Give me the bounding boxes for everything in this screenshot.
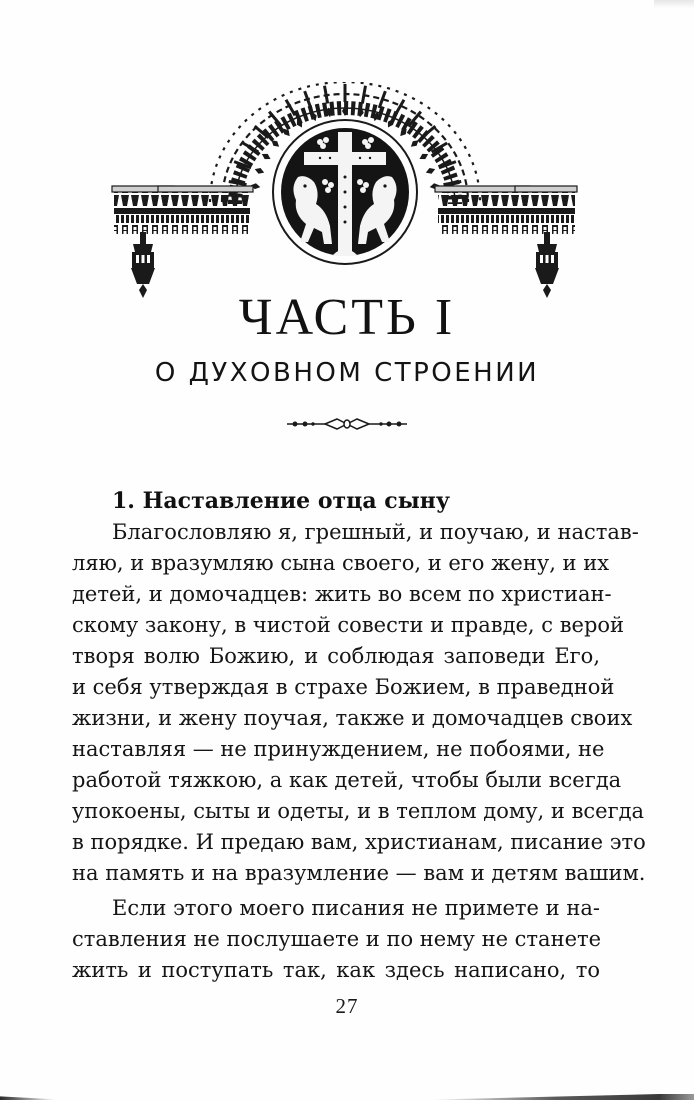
part-title: ЧАСТЬ I — [238, 289, 456, 346]
text-line: и себя утверждая в страхе Божием, в праведной — [72, 675, 615, 699]
text-line: ляю, и вразумляю сына своего, и его жену, и их — [72, 551, 610, 575]
part-subtitle: О ДУХОВНОМ СТРОЕНИИ — [154, 358, 540, 388]
text-line: скому закону, в чистой совести и правде, с верой — [72, 613, 625, 637]
text-line: жить и поступать так, как здесь написано, то — [72, 958, 600, 982]
text-line: Если этого моего писания не примете и на- — [112, 896, 600, 920]
paragraph-2 — [72, 893, 600, 986]
page-corner-shadow — [654, 0, 694, 8]
fleuron-divider-icon — [287, 416, 407, 430]
text-line: на память и на вразумление — вам и детям вашим. — [72, 861, 646, 885]
text-line: детей, и домочадцев: жить во всем по христиан- — [72, 582, 612, 606]
text-line: жизни, и жену поучая, также и домочадцев своих — [72, 706, 633, 730]
text-line: Благословляю я, грешный, и поучаю, и настав- — [112, 520, 639, 544]
text-line: творя волю Божию, и соблюдая заповеди Его, — [72, 644, 600, 668]
text-line: в порядке. И предаю вам, христианам, писание это — [72, 830, 646, 854]
page-edge-shadow — [0, 1094, 694, 1100]
page-number: 27 — [335, 994, 359, 1018]
section-heading: 1. Наставление отца сыну — [112, 488, 450, 514]
paragraph-1 — [72, 517, 646, 889]
text-line: наставляя — не принуждением, не побоями, не — [72, 737, 605, 761]
text-column — [72, 486, 646, 986]
text-line: упокоены, сыты и одеты, и в теплом дому, и всегда — [72, 799, 645, 823]
text-line: работой тяжкою, а как детей, чтобы были всегда — [72, 768, 622, 792]
text-line: ставления не послушаете и по нему не станете — [72, 927, 602, 951]
ornamental-headpiece-cross-with-lions-icon — [110, 82, 580, 312]
